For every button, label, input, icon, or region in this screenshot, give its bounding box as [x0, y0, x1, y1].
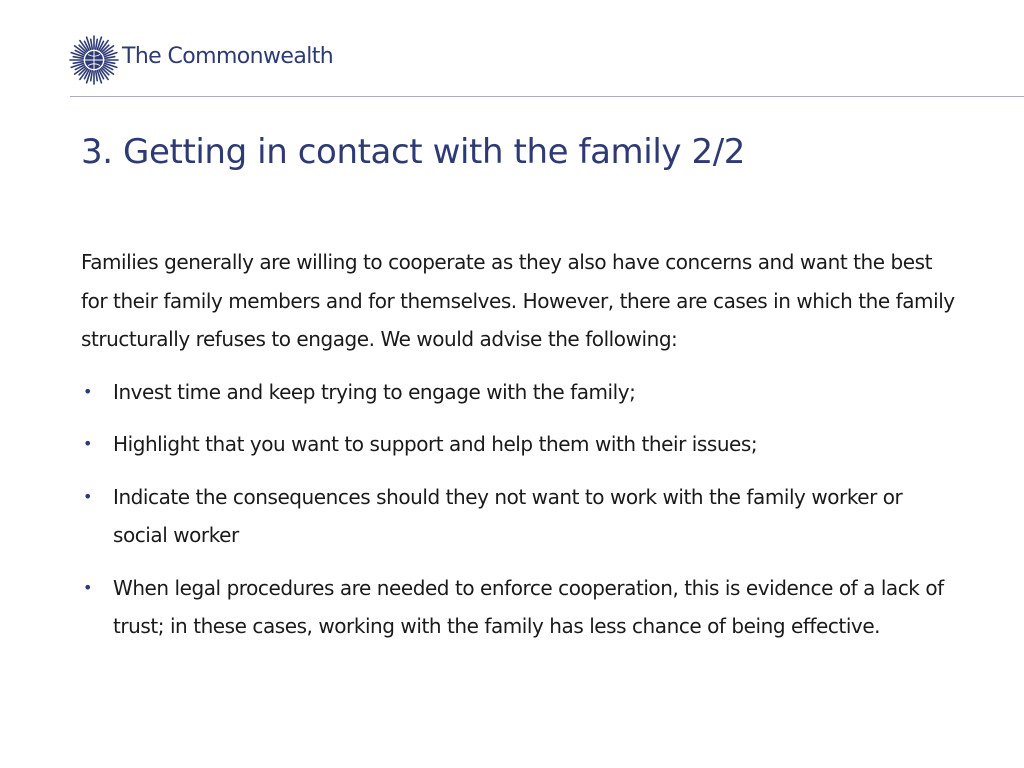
bullet-item: [81, 569, 961, 646]
logo-ray: [96, 39, 98, 49]
logo-ray: [105, 62, 115, 64]
commonwealth-globe-icon: [69, 35, 119, 85]
bullet-text: Invest time and keep trying to engage with the family;: [113, 379, 636, 404]
logo-ray: [91, 71, 93, 81]
bullet-item: [81, 478, 961, 555]
logo-ray: [91, 39, 93, 49]
logo-ray: [105, 57, 115, 59]
bullet-text: Highlight that you want to support and help them with their issues;: [113, 432, 758, 456]
bullet-text: When legal procedures are needed to enforce cooperation, this is evidence of a lack of trust; in these cases, working with the family has less chance of being effective.: [113, 575, 944, 638]
brand-name: The Commonwealth: [122, 44, 334, 69]
bullet-icon: •: [83, 434, 92, 453]
logo-ray: [96, 71, 98, 81]
header-divider: [70, 96, 1024, 97]
bullet-list: [81, 373, 961, 646]
bullet-icon: •: [83, 381, 92, 401]
bullet-icon: •: [83, 486, 92, 506]
logo-ray: [73, 57, 83, 59]
bullet-text: Indicate the consequences should they not want to work with the family worker or social worker: [113, 484, 903, 547]
slide-title: 3. Getting in contact with the family 2/2: [81, 132, 746, 172]
bullet-item: [81, 425, 961, 464]
slide-header: [0, 0, 1024, 97]
bullet-item: [81, 373, 961, 412]
logo-ray: [73, 62, 83, 64]
bullet-icon: •: [83, 577, 92, 597]
slide-body: [81, 243, 961, 660]
intro-paragraph: Families generally are willing to cooperate as they also have concerns and want the best for their family members and for themselves. However, there are cases in which the family structurally refuses to engage. We would advise the following:: [81, 250, 955, 351]
